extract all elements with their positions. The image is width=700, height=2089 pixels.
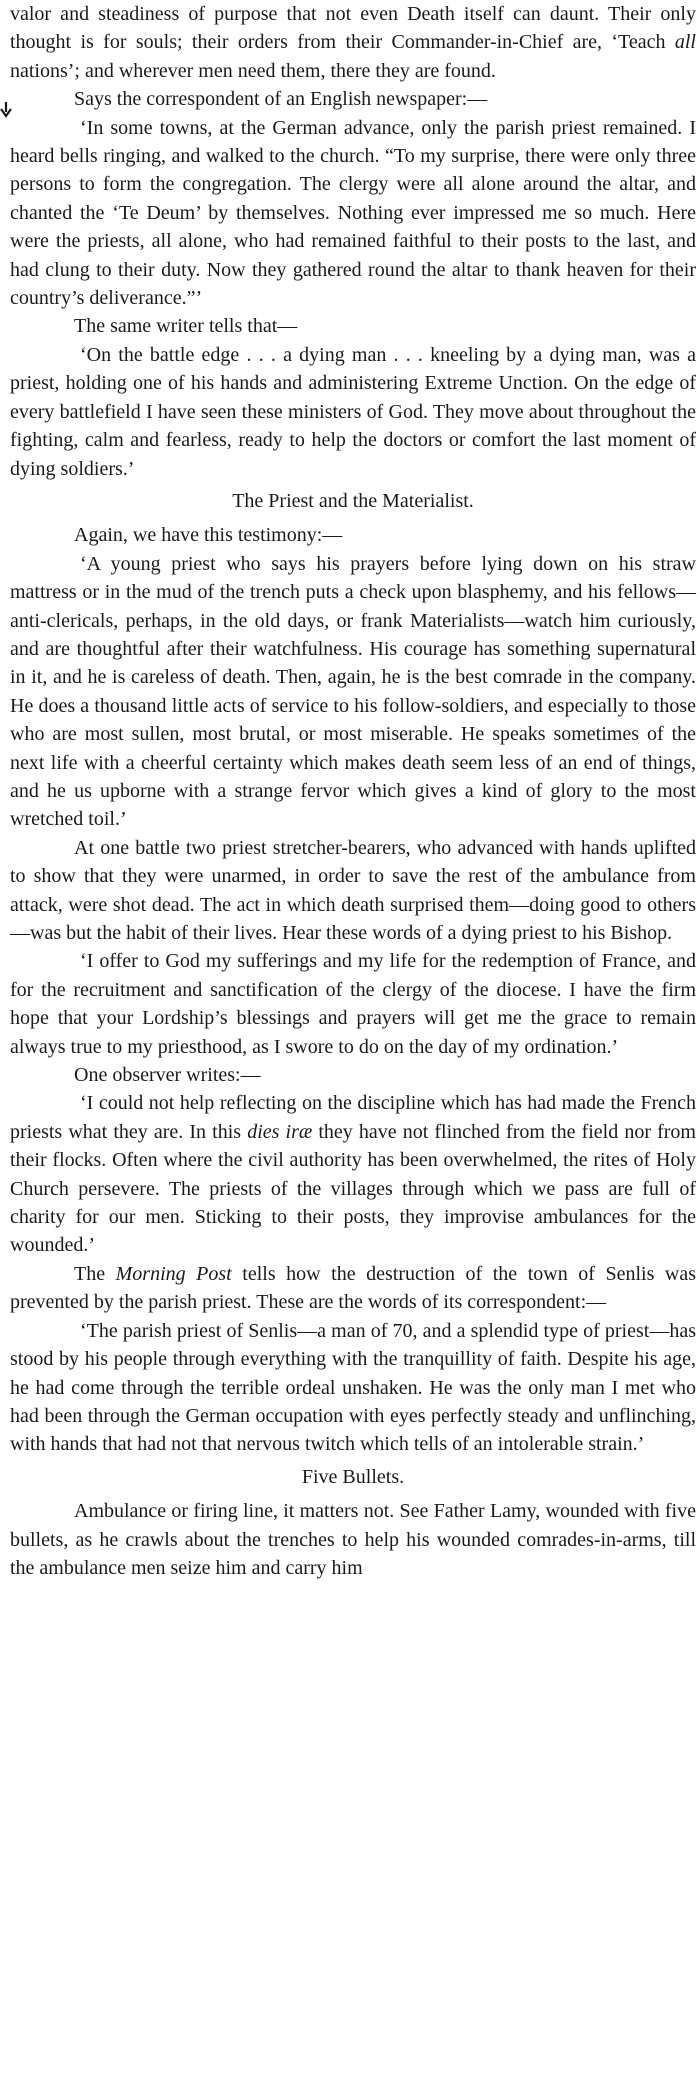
quoted-paragraph xyxy=(10,1089,696,1259)
paragraph xyxy=(10,1497,696,1582)
quoted-paragraph xyxy=(10,1317,696,1459)
margin-mark-icon xyxy=(0,98,12,114)
text-run: ‘A young priest who says his prayers before lying down on his straw mattress or in the mud of the trench puts a check upon blasphemy, and his fellows—anti-clericals, perhaps, in the old days, or frank Materialists—watch him curiously, and are thoughtful after their watchfulness. His courage has something supernatural in it, and he is careless of death. Then, again, he is the best comrade in the company. He does a thousand little acts of service to his follow-soldiers, and especially to those who are most sullen, most brutal, or most miserable. He speaks sometimes of the next life with a cheerful certainty which makes death seem less of an end of things, and he us upborne with a strange fervor which gives a kind of glory to the most wretched toil.’ xyxy=(10,552,696,831)
paragraph xyxy=(10,834,696,948)
paragraph xyxy=(10,0,696,85)
text-run: Again, we have this testimony:— xyxy=(74,524,343,547)
text-run: Says the correspondent of an English newspaper:— xyxy=(74,88,488,111)
italic-text: dies iræ xyxy=(247,1120,313,1143)
paragraph xyxy=(10,1061,696,1089)
text-run: tells how the destruction of the town of Senlis was prevented by the parish priest. These are the words of its correspondent:— xyxy=(10,1262,697,1314)
text-run: they have not flinched from the field nor from their flocks. Often where the civil authority has been overwhelmed, the rites of Holy Church persevere. The priests of the villages through which we pass are full of charity for our men. Sticking to their posts, they improvise ambulances for the wounded.’ xyxy=(10,1120,696,1257)
quoted-paragraph xyxy=(10,550,696,834)
quoted-paragraph xyxy=(10,947,696,1061)
text-run: ‘The parish priest of Senlis—a man of 70, and a splendid type of priest—has stood by his people through everything with the tranquillity of faith. Despite his age, he had come through the terrible ordeal unshaken. He was the only man I met who had been through the German occupation with eyes perfectly steady and unflinching, with hands that had not that nervous twitch which tells of an intolerable strain.’ xyxy=(10,1319,696,1456)
paragraph xyxy=(10,521,696,549)
text-run: The Priest and the Materialist. xyxy=(232,489,474,512)
text-run: At one battle two priest stretcher-bearers, who advanced with hands uplifted to show that they were unarmed, in order to save the rest of the ambulance from attack, were shot dead. The act in which death surprised them—doing good to others—was but the habit of their lives. Hear these words of a dying priest to his Bishop. xyxy=(10,836,696,944)
paragraph xyxy=(10,312,696,340)
quoted-paragraph xyxy=(10,341,696,483)
paragraph xyxy=(10,1260,696,1317)
text-run: ‘On the battle edge . . . a dying man . . . kneeling by a dying man, was a priest, holding one of his hands and administering Extreme Unction. On the edge of every battlefield I have seen these ministers of God. They move about throughout the fighting, calm and fearless, ready to help the doctors or comfort the last moment of dying soldiers.’ xyxy=(10,343,696,480)
text-run: The same writer tells that— xyxy=(74,315,298,338)
italic-text: all xyxy=(674,31,696,54)
text-run: ‘In some towns, at the German advance, only the parish priest remained. I heard bells ringing, and walked to the church. “To my surprise, there were only three persons to form the congregation. The clergy were all alone around the altar, and chanted the ‘Te Deum’ by themselves. Nothing ever impressed me so much. Here were the priests, all alone, who had remained faithful to their posts to the last, and had clung to their duty. Now they gathered round the altar to thank heaven for their country’s deliverance.”’ xyxy=(10,116,696,310)
text-run: The xyxy=(74,1262,116,1285)
text-run: ‘I could not help reflecting on the discipline which has had made the French priests what they are. In this xyxy=(10,1092,696,1143)
text-run: nations’; and wherever men need them, there they are found. xyxy=(10,59,496,82)
text-run: ‘I offer to God my sufferings and my life for the redemption of France, and for the recruitment and sanctification of the clergy of the diocese. I have the firm hope that your Lordship’s blessings and prayers will get me the grace to remain always true to my priesthood, as I swore to do on the day of my ordination.’ xyxy=(10,950,696,1058)
section-heading xyxy=(10,1463,696,1491)
article-body xyxy=(10,0,696,1582)
section-heading xyxy=(10,487,696,515)
quoted-paragraph xyxy=(10,114,696,313)
paragraph xyxy=(10,85,696,113)
text-run: valor and steadiness of purpose that not even Death itself can daunt. Their only thought is for souls; their orders from their Commander-in-Chief are, ‘Teach xyxy=(10,3,696,54)
italic-text: Morning Post xyxy=(115,1262,232,1285)
text-run: Ambulance or firing line, it matters not. See Father Lamy, wounded with five bullets, as he crawls about the trenches to help his wounded comrades-in-arms, till the ambulance men seize him and carry him xyxy=(10,1500,696,1579)
text-run: Five Bullets. xyxy=(301,1465,405,1488)
text-run: One observer writes:— xyxy=(74,1064,261,1087)
